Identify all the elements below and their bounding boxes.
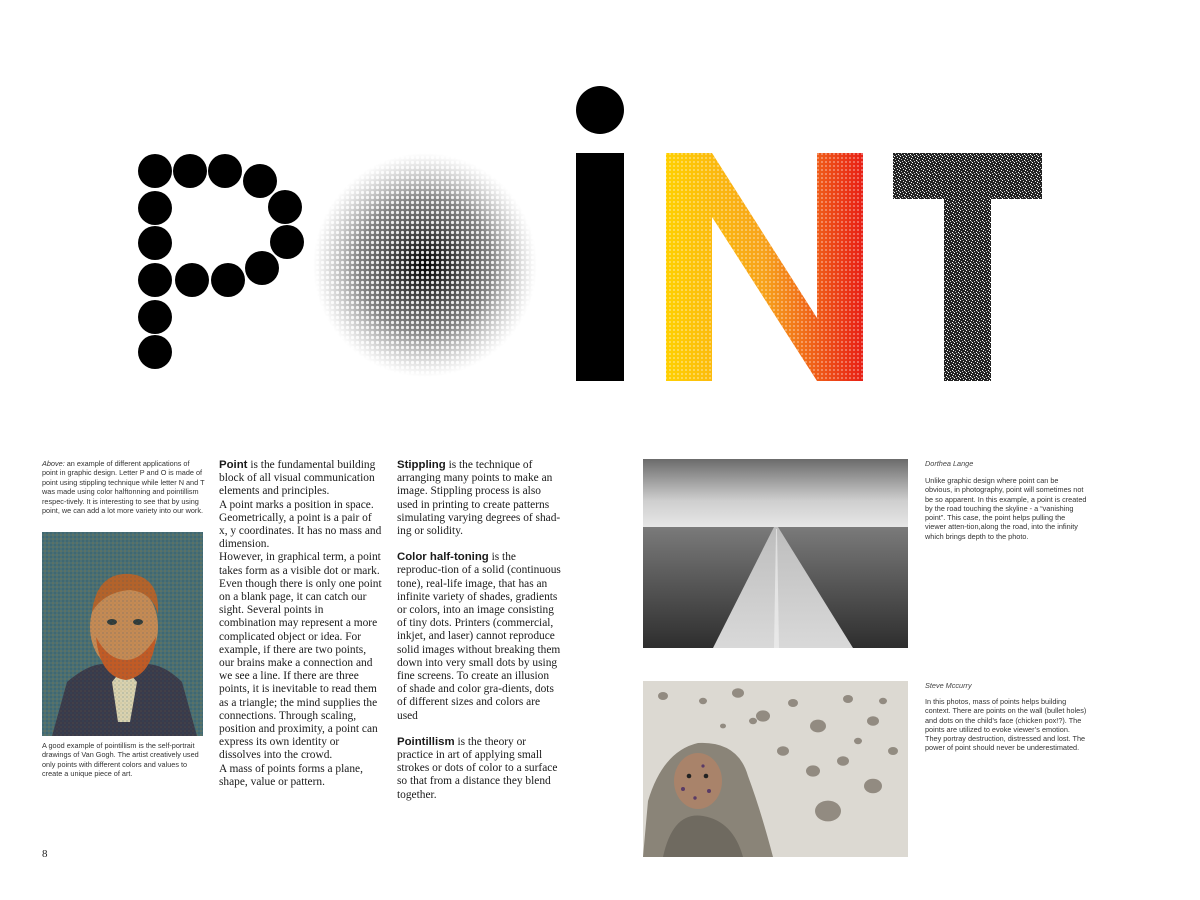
- bullet-hole: [867, 716, 879, 726]
- above-caption-text: an example of different applications of point in graphic design. Letter P and O is made of point using stippling technique while letter N and T was made using color halftonning and pointillism respec-tively. It is interesting to see that by using point, we can add a lot more variety into our work.: [42, 459, 205, 516]
- letter-p-dot: [270, 225, 304, 259]
- halftone-text: is the reproduc-tion of a solid (continuous tone), real-life image, that has an infinite variety of shades, gradients or colors, into an image consisting of tiny dots. Printers (commercial, inkjet, and laser) cannot reproduce solid images without breaking them down into very small dots by using fine screens. To create an illusion of shade and color gra-dients, dots of different sizes and colors are used: [397, 551, 561, 722]
- point-paragraph-2: A point marks a position in space. Geometrically, a point is a pair of x, y coordinates. It has no mass and dimension.: [219, 498, 382, 551]
- bullet-hole: [854, 738, 862, 744]
- stippling-paragraph: [397, 459, 561, 538]
- point-paragraph-3: However, in graphical term, a point takes form as a visible dot or mark. Even though there is only one point on a blank page, it can catch our sight. Several points in combination may represent a more complicated object or idea. For example, if there are two points, our brains make a connection and we see a line. If there are three points, it is inevitable to read them as a triangle; the mind supplies the connections. Through scaling, position and proximity, a point can express its own identity or dissolves into the crowd.: [219, 551, 382, 762]
- body-column-2: [397, 459, 561, 802]
- above-caption: [42, 459, 205, 515]
- letter-t-pointillism: [893, 153, 1042, 381]
- bullet-hole: [888, 747, 898, 755]
- letter-p-dot: [268, 190, 302, 224]
- bullet-hole: [720, 724, 726, 729]
- letter-p-dot: [138, 154, 172, 188]
- point-term: Point: [219, 459, 248, 471]
- bullet-hole: [788, 699, 798, 707]
- letter-p-dot: [211, 263, 245, 297]
- bullet-hole: [699, 698, 707, 704]
- road-photo-description: Unlike graphic design where point can be obvious, in photography, point will sometimes not be so apparent. In this example, a point is created by the road touching the skyline - a “vanishing point”. This case, the point helps pulling the viewer atten-tion,along the road, into the infinity which brings depth to the photo.: [925, 476, 1087, 541]
- letter-p-dot: [245, 251, 279, 285]
- bullet-hole: [806, 765, 820, 776]
- bullet-hole: [864, 779, 882, 793]
- halftone-paragraph: [397, 551, 561, 723]
- above-caption-prefix: Above:: [42, 459, 65, 468]
- halftone-term: Color half-toning: [397, 551, 489, 564]
- letter-p-dot: [175, 263, 209, 297]
- letter-p-dot: [208, 154, 242, 188]
- bullet-hole: [837, 756, 849, 766]
- point-intro-text: is the fundamental building block of all visual communication elements and principles.: [219, 459, 376, 498]
- bullet-hole: [815, 801, 841, 822]
- stippling-term: Stippling: [397, 459, 446, 471]
- van-gogh-caption: A good example of pointillism is the self-portrait drawings of Van Gogh. The artist creatively used only points with different colors and values to create a unique piece of art.: [42, 741, 199, 779]
- letter-n-halftone: [666, 153, 863, 381]
- letter-p-dot: [173, 154, 207, 188]
- child-photo: [643, 681, 908, 857]
- bullet-hole: [658, 692, 668, 700]
- pointillism-term: Pointillism: [397, 735, 455, 748]
- bullet-hole: [810, 720, 826, 733]
- bullet-hole: [749, 718, 757, 724]
- van-gogh-portrait: [42, 532, 203, 736]
- bullet-hole: [732, 688, 744, 698]
- road-photo-credit: Dorthea Lange: [925, 459, 974, 468]
- letter-p-dot: [138, 191, 172, 225]
- letter-p-dot: [138, 226, 172, 260]
- page-number: 8: [42, 848, 48, 860]
- bullet-hole: [879, 698, 887, 704]
- bullet-hole: [843, 695, 853, 703]
- stippling-text: is the technique of arranging many points to make an image. Stippling process is also used in printing to create patterns simulating varying degrees of shad-ing or solidity.: [397, 459, 561, 538]
- point-intro: [219, 459, 382, 499]
- pointillism-paragraph: [397, 736, 561, 802]
- child-photo-description: In this photos, mass of points helps building context. There are points on the wall (bullet holes) and dots on the child’s face (chicken pox!?). The points are utilized to evoke viewer’s emotion. They portray destruction, distressed and lost. The power of point should never be underestimated.: [925, 697, 1087, 753]
- body-column-1: [219, 459, 382, 789]
- point-paragraph-4: A mass of points forms a plane, shape, value or pattern.: [219, 762, 363, 788]
- letter-p-dot: [243, 164, 277, 198]
- letter-p-dots: [138, 154, 304, 369]
- road-photo: [643, 459, 908, 648]
- letter-i: [576, 86, 624, 381]
- child-photo-credit: Steve Mccurry: [925, 681, 972, 690]
- letter-o-halftone: [300, 140, 550, 390]
- letter-p-dot: [138, 300, 172, 334]
- bullet-hole: [756, 710, 770, 721]
- pointillism-text: is the theory or practice in art of applying small strokes or dots of color to a surface so that from a distance they blend together.: [397, 735, 558, 801]
- letter-p-dot: [138, 335, 172, 369]
- letter-p-dot: [138, 263, 172, 297]
- bullet-hole: [777, 746, 789, 756]
- point-headline: [0, 0, 1200, 420]
